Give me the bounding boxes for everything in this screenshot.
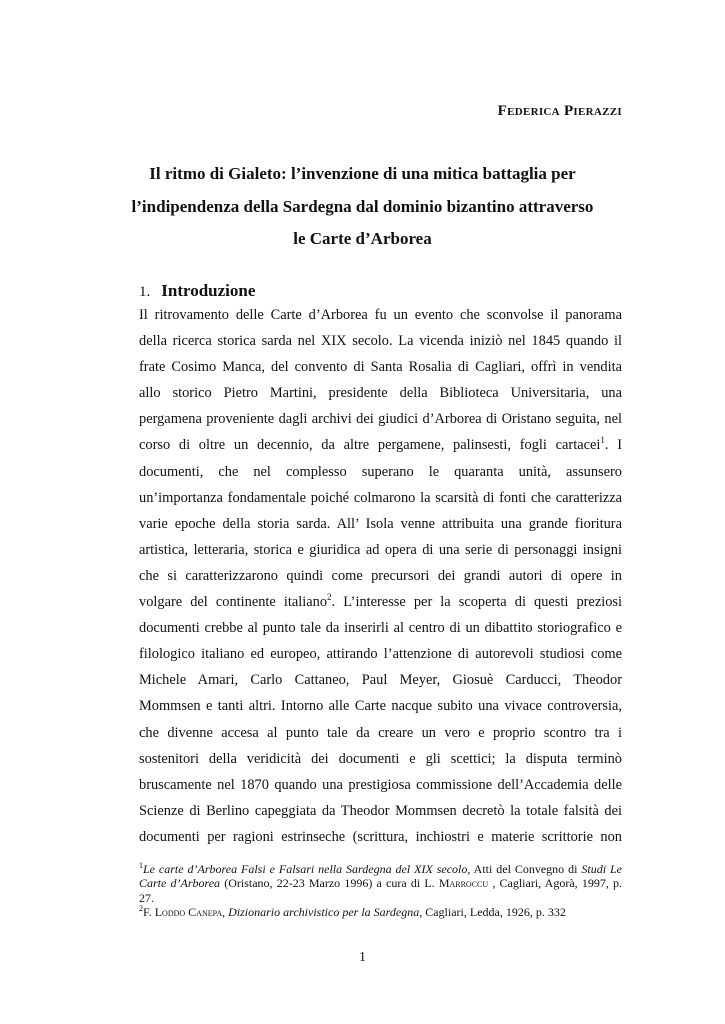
body-line: Mommsen e tanti altri. Intorno alle Carte nacque subito una vivace controversia, — [139, 698, 622, 715]
body-line-text: corso di oltre un decennio, da altre pergamene, palinsesti, fogli cartacei — [139, 437, 601, 454]
body-line: filologico italiano ed europeo, attirando l’attenzione di autorevoli studiosi come — [139, 646, 622, 663]
body-line: bruscamente nel 1870 quando una prestigiosa commissione dell’Accademia delle — [139, 776, 622, 793]
paper-title — [103, 158, 622, 256]
body-line-text: volgare del continente italiano — [139, 594, 328, 611]
footnote-text: (Oristano, 22-23 Marzo 1996) a cura di L. — [220, 876, 439, 891]
footnote-line — [139, 862, 622, 876]
body-line: artistica, letteraria, storica e giuridica ad opera di una serie di personaggi insigni — [139, 541, 622, 558]
footnote-text: , Cagliari, Agorà, 1997, p. — [488, 876, 622, 891]
footnote-line — [139, 905, 622, 919]
footnote-ref[interactable]: 1 — [600, 435, 605, 446]
body-line: che si caratterizzarono quindi come precursori dei grandi autori di opere in — [139, 567, 622, 584]
footnote-line — [139, 876, 622, 890]
footnote-italic: Carte d’Arborea — [139, 876, 221, 891]
body-line: Michele Amari, Carlo Cattaneo, Paul Meyer, Giosuè Carducci, Theodor — [139, 672, 622, 689]
footnotes — [139, 862, 622, 920]
body-line: documenti crebbe al punto tale da inserirli al centro di un dibattito storiografico e — [139, 620, 622, 637]
footnote-1 — [139, 862, 622, 905]
footnote-line: 27. — [139, 890, 154, 905]
body-line: sostenitori della veridicità dei documenti e gli scettici; la disputa terminò — [139, 750, 622, 767]
title-line: Il ritmo di Gialeto: l’invenzione di una mitica battaglia per — [149, 164, 576, 183]
footnote-text: , Atti del Convegno di — [467, 862, 582, 876]
body-line: allo storico Pietro Martini, presidente della Biblioteca Universitaria, una — [139, 385, 622, 402]
body-line-with-note — [139, 432, 622, 458]
body-line: che divenne accesa al punto tale da creare un vero e proprio scontro tra i — [139, 724, 622, 741]
author-name: Federica Pierazzi — [497, 103, 622, 119]
title-line: le Carte d’Arborea — [293, 229, 432, 248]
footnote-italic: Studi Le — [581, 862, 622, 876]
footnote-text: F. — [143, 905, 155, 920]
body-line-text: . I — [604, 437, 622, 454]
title-line: l’indipendenza della Sardegna dal dominio bizantino attraverso — [131, 196, 594, 216]
section-heading — [139, 281, 255, 301]
body-line: Scienze di Berlino capeggiata da Theodor Mommsen decretò la totale falsità dei — [139, 802, 622, 819]
body-line: documenti per ragioni estrinseche (scrittura, inchiostri e materie scrittorie non — [139, 828, 622, 845]
footnote-mark: 1 — [139, 861, 143, 870]
footnote-2 — [139, 905, 622, 919]
body-line-text: . L’interesse per la scoperta di questi preziosi — [331, 594, 623, 611]
section-title: Introduzione — [161, 281, 256, 300]
body-line: Il ritrovamento delle Carte d’Arborea fu un evento che sconvolse il panorama — [139, 307, 622, 323]
page-number: 1 — [359, 950, 366, 965]
body-line: un’importanza fondamentale poiché colmarono la scarsità di fonti che caratterizza — [139, 489, 622, 506]
body-line: documenti, che nel complesso superano le quaranta unità, assunsero — [139, 463, 622, 480]
footnote-italic: Le carte d’Arborea Falsi e Falsari nella Sardegna del XIX secolo — [143, 862, 468, 876]
section-number: 1. — [139, 284, 151, 300]
footnote-ref[interactable]: 2 — [327, 592, 332, 603]
body-line: pergamena proveniente dagli archivi dei giudici d’Arborea di Oristano seguita, nel — [139, 411, 622, 428]
body-line: della ricerca storica sarda nel XIX secolo. La vicenda iniziò nel 1845 quando il — [139, 333, 622, 350]
footnote-italic: Dizionario archivistico per la Sardegna — [228, 905, 420, 920]
footnote-text: , Cagliari, Ledda, 1926, p. 332 — [419, 905, 566, 920]
footnote-smallcaps: Loddo Canepa — [154, 905, 223, 920]
body-text — [139, 302, 622, 850]
footnote-smallcaps: Marroccu — [438, 876, 489, 891]
body-line: varie epoche della storia sarda. All’ Isola venne attribuita una grande fioritura — [139, 515, 622, 532]
body-line-with-note — [139, 589, 622, 615]
footnote-text: , — [222, 905, 229, 920]
body-line: frate Cosimo Manca, del convento di Santa Rosalia di Cagliari, offrì in vendita — [139, 359, 622, 376]
footnote-mark: 2 — [139, 904, 143, 914]
